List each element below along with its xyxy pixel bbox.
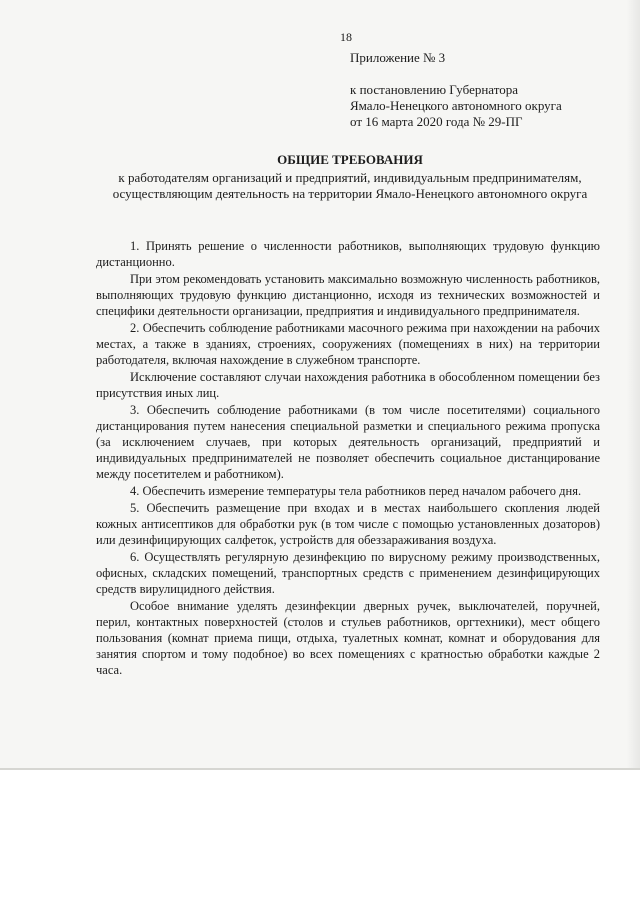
appendix-line: Ямало-Ненецкого автономного округа <box>350 98 562 113</box>
appendix-line: от 16 марта 2020 года № 29-ПГ <box>350 114 523 129</box>
paragraph: 3. Обеспечить соблюдение работниками (в том числе посетителями) социального дистанцирования путем нанесения специальной разметки и специального режима пропуска (за исключением случаев, при которых деятельность организаций, предприятий и индивидуальных предпринимателей не позволяет обеспечить социальное дистанцирование между посетителем и работником). <box>96 403 600 481</box>
paragraph: 5. Обеспечить размещение при входах и в местах наибольшего скопления людей кожных антисептиков для обработки рук (в том числе с помощью установленных дозаторов) или дезинфицирующих салфеток, устройств для обеззараживания воздуха. <box>96 501 600 547</box>
paragraph: 6. Осуществлять регулярную дезинфекцию по вирусному режиму производственных, офисных, складских помещений, транспортных средств с применением дезинфицирующих средств вирулицидного действия. <box>96 550 600 596</box>
appendix-title: Приложение № 3 <box>350 50 446 65</box>
appendix-line: к постановлению Губернатора <box>350 82 519 97</box>
paragraph: Особое внимание уделять дезинфекции дверных ручек, выключателей, поручней, перил, контактных поверхностей (столов и стульев работников, оргтехники), мест общего пользования (комнат приема пищи, отдыха, туалетных комнат, комнат и оборудования для занятия спортом и тому подобное) во всех помещениях с кратностью обработки каждые 2 часа. <box>96 599 600 677</box>
document-heading <box>100 152 600 202</box>
page-number: 18 <box>340 30 352 44</box>
heading-title: ОБЩИЕ ТРЕБОВАНИЯ <box>277 152 423 167</box>
paragraph: 2. Обеспечить соблюдение работниками масочного режима при нахождении на рабочих местах, а также в зданиях, строениях, сооружениях (помещениях в них) на территории работодателя, включая нахождение в служебном транспорте. <box>96 321 600 367</box>
paragraph: Исключение составляют случаи нахождения работника в обособленном помещении без присутствия иных лиц. <box>96 370 600 400</box>
paragraph: При этом рекомендовать установить максимально возможную численность работников, выполняющих трудовую функцию дистанционно, исходя из технических возможностей и специфики деятельности организации, предприятия и индивидуального предпринимателя. <box>96 272 600 318</box>
appendix-block <box>350 50 620 130</box>
paragraph: 1. Принять решение о численности работников, выполняющих трудовую функцию дистанционно. <box>96 239 600 269</box>
document-body <box>96 238 600 679</box>
page-edge-shadow <box>626 0 640 768</box>
paragraph: 4. Обеспечить измерение температуры тела работников перед началом рабочего дня. <box>130 484 582 498</box>
heading-subtitle: к работодателям организаций и предприятий, индивидуальным предпринимателям, осуществляющим деятельность на территории Ямало-Ненецкого автономного округа <box>112 170 588 201</box>
